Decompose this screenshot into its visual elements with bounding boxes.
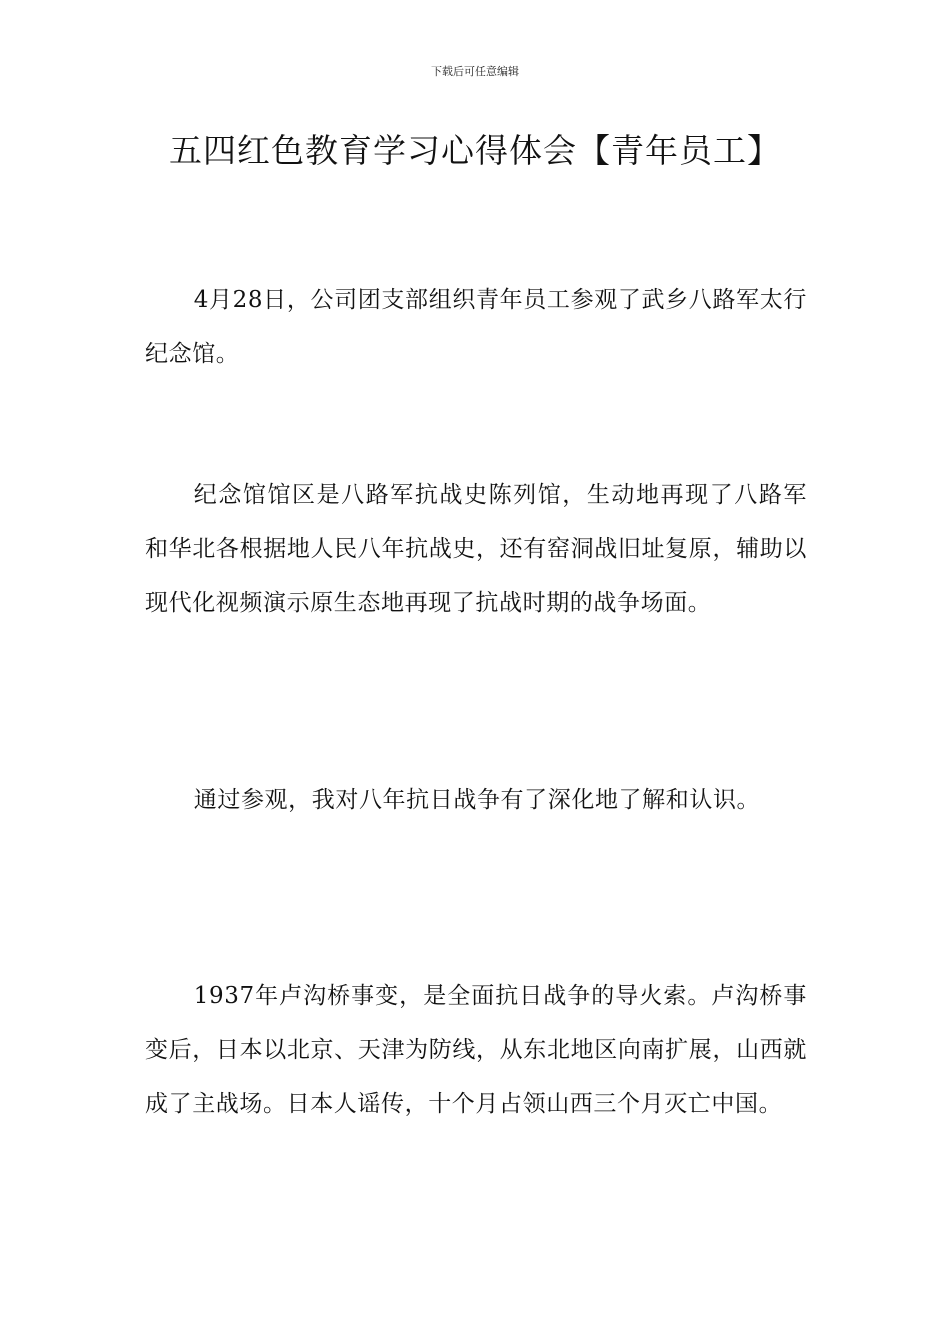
document-title: 五四红色教育学习心得体会【青年员工】 xyxy=(169,131,781,170)
paragraph-understanding: 通过参观，我对八年抗日战争有了深化地了解和认识。 xyxy=(193,787,761,813)
paragraph-memorial-hall: 纪念馆馆区是八路军抗战史陈列馆，生动地再现了八路军和华北各根据地人民八年抗战史，还有窑洞战旧址复原，辅助以现代化视频演示原生态地再现了抗战时期的战争场面。 xyxy=(145,482,807,616)
paragraph-visit: 4月28日，公司团支部组织青年员工参观了武乡八路军太行纪念馆。 xyxy=(145,287,807,367)
header-note: 下载后可任意编辑 xyxy=(431,65,519,78)
paragraph-history: 1937年卢沟桥事变，是全面抗日战争的导火索。卢沟桥事变后，日本以北京、天津为防线，从东北地区向南扩展，山西就成了主战场。日本人谣传，十个月占领山西三个月灭亡中国。 xyxy=(145,983,807,1117)
